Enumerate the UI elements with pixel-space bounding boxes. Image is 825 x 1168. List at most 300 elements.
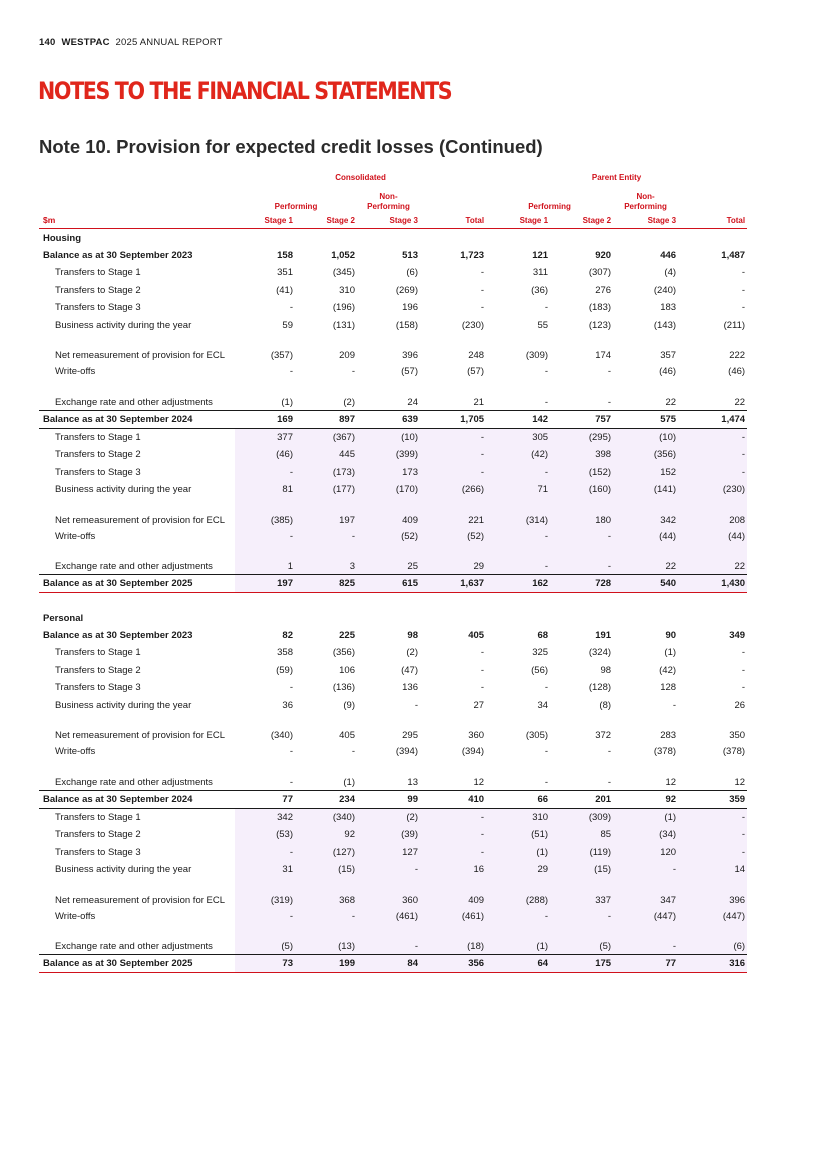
row-label: Write-offs <box>55 910 96 922</box>
value-cell: 201 <box>595 793 612 805</box>
row-label: Transfers to Stage 3 <box>55 466 141 478</box>
value-cell: (183) <box>588 302 612 314</box>
value-cell: 1,487 <box>721 250 746 261</box>
value-cell: - <box>420 464 486 482</box>
housing-title: Housing <box>43 232 81 244</box>
value-cell: - <box>544 302 549 314</box>
value-cell: - <box>678 428 747 446</box>
value-cell: (356) <box>332 647 355 659</box>
value-cell: (46) <box>659 366 677 378</box>
movement-row <box>39 317 747 335</box>
value-cell: 98 <box>407 630 418 641</box>
value-cell: 71 <box>486 481 550 499</box>
value-cell: - <box>678 808 747 826</box>
value-cell: 575 <box>660 413 677 425</box>
value-cell: - <box>678 464 747 482</box>
row-label: Transfers to Stage 3 <box>55 846 141 858</box>
movement-row <box>39 644 747 662</box>
category-heading <box>39 609 747 627</box>
row-label: Balance as at 30 September 2025 <box>43 578 193 589</box>
value-cell: (13) <box>295 925 357 955</box>
running-header <box>39 37 223 48</box>
value-cell: 1,430 <box>678 575 747 593</box>
value-cell: - <box>414 699 418 711</box>
value-cell: (378) <box>653 746 677 758</box>
non-performing-consolidated: Non- Performing <box>367 192 410 211</box>
row-label: Net remeasurement of provision for ECL <box>55 894 226 906</box>
value-cell: 405 <box>468 630 485 641</box>
note-title: Note 10. Provision for expected credit losses (Continued) <box>39 136 543 157</box>
value-cell: (385) <box>235 499 295 528</box>
value-cell: 410 <box>468 793 485 805</box>
col-parent-stage3: Stage 3 <box>647 215 677 225</box>
movement-row <box>39 879 747 908</box>
value-cell: - <box>289 746 293 758</box>
row-label: Balance as at 30 September 2024 <box>43 793 193 805</box>
value-cell: - <box>672 699 677 711</box>
value-cell: (394) <box>395 746 418 758</box>
value-cell: - <box>741 302 746 314</box>
value-cell: (6) <box>406 267 418 279</box>
value-cell: (9) <box>343 699 355 711</box>
value-cell: 409 <box>357 499 420 528</box>
value-cell: 222 <box>729 350 746 361</box>
value-cell: (314) <box>486 499 550 528</box>
value-cell: (53) <box>235 826 295 844</box>
col-parent-stage1: Stage 1 <box>519 215 549 225</box>
row-label: Net remeasurement of provision for ECL <box>55 730 226 741</box>
movement-row <box>39 697 747 715</box>
value-cell: 360 <box>468 730 485 741</box>
value-cell: 342 <box>235 808 295 826</box>
row-label: Net remeasurement of provision for ECL <box>55 350 226 361</box>
value-cell: 22 <box>665 396 677 408</box>
movement-row <box>39 428 747 446</box>
value-cell: (357) <box>270 350 293 361</box>
value-cell: - <box>351 366 355 378</box>
value-cell: (136) <box>332 682 355 694</box>
value-cell: (230) <box>678 481 747 499</box>
value-cell: (46) <box>728 366 746 378</box>
value-cell: 121 <box>532 250 549 261</box>
row-label: Write-offs <box>55 366 96 378</box>
value-cell: 36 <box>282 699 293 711</box>
value-cell: (119) <box>550 844 613 862</box>
row-label: Write-offs <box>55 530 96 542</box>
value-cell: 21 <box>473 396 485 408</box>
value-cell: 120 <box>613 844 678 862</box>
value-cell: 22 <box>734 396 746 408</box>
value-cell: (309) <box>550 808 613 826</box>
header-row-groups <box>39 170 747 184</box>
value-cell: (15) <box>295 861 357 879</box>
value-cell: - <box>289 682 293 694</box>
value-cell: (305) <box>525 730 549 741</box>
value-cell: (1) <box>664 647 677 659</box>
value-cell: 283 <box>660 730 677 741</box>
value-cell: - <box>486 908 550 926</box>
value-cell: 513 <box>402 250 418 261</box>
value-cell: 84 <box>357 955 420 973</box>
value-cell: (170) <box>357 481 420 499</box>
value-cell: 359 <box>729 793 746 805</box>
value-cell: (196) <box>332 302 355 314</box>
value-cell: 12 <box>473 776 485 788</box>
value-cell: - <box>480 302 485 314</box>
value-cell: (158) <box>395 319 418 331</box>
value-cell: (269) <box>395 284 418 296</box>
row-label: Transfers to Stage 3 <box>55 302 141 314</box>
value-cell: - <box>607 366 612 378</box>
value-cell: 152 <box>613 464 678 482</box>
value-cell: 445 <box>295 446 357 464</box>
movement-row <box>39 264 747 282</box>
value-cell: 1,474 <box>721 413 746 425</box>
value-cell: (36) <box>531 284 549 296</box>
value-cell: (1) <box>281 396 293 408</box>
row-label: Transfers to Stage 2 <box>55 829 141 841</box>
value-cell: 90 <box>665 630 677 641</box>
value-cell: 1,052 <box>331 250 355 261</box>
value-cell: (399) <box>357 446 420 464</box>
value-cell: 31 <box>235 861 295 879</box>
value-cell: 757 <box>595 413 612 425</box>
value-cell: 180 <box>550 499 613 528</box>
value-cell: - <box>357 925 420 955</box>
value-cell: (340) <box>270 730 293 741</box>
value-cell: (447) <box>678 908 747 926</box>
value-cell: 1 <box>235 545 295 575</box>
report-name: 2025 ANNUAL REPORT <box>115 37 223 48</box>
value-cell: 162 <box>486 575 550 593</box>
value-cell: 349 <box>729 630 746 641</box>
value-cell: (143) <box>653 319 677 331</box>
movement-row <box>39 381 747 411</box>
value-cell: (51) <box>486 826 550 844</box>
value-cell: 29 <box>486 861 550 879</box>
non-performing-parent: Non- Performing <box>624 192 667 211</box>
value-cell: 85 <box>550 826 613 844</box>
value-cell: (288) <box>486 879 550 908</box>
value-cell: 221 <box>420 499 486 528</box>
value-cell: 311 <box>532 267 549 279</box>
value-cell: (266) <box>420 481 486 499</box>
movement-row <box>39 844 747 862</box>
value-cell: (211) <box>723 319 746 331</box>
value-cell: - <box>486 528 550 546</box>
value-cell: (345) <box>332 267 355 279</box>
value-cell: (1) <box>613 808 678 826</box>
movement-row <box>39 743 747 761</box>
movement-row <box>39 908 747 926</box>
value-cell: - <box>235 464 295 482</box>
value-cell: 357 <box>660 350 677 361</box>
row-label: Net remeasurement of provision for ECL <box>55 514 226 526</box>
value-cell: 29 <box>420 545 486 575</box>
value-cell: 372 <box>595 730 612 741</box>
value-cell: (131) <box>332 319 355 331</box>
value-cell: 14 <box>678 861 747 879</box>
value-cell: (461) <box>420 908 486 926</box>
movement-row <box>39 545 747 575</box>
performing-consolidated: Performing <box>274 202 318 211</box>
value-cell: 68 <box>537 630 549 641</box>
value-cell: 234 <box>339 793 355 805</box>
movement-row <box>39 282 747 300</box>
balance-row <box>39 955 747 973</box>
value-cell: (10) <box>613 428 678 446</box>
performing-parent: Performing <box>528 202 571 211</box>
value-cell: - <box>351 746 355 758</box>
value-cell: - <box>289 366 293 378</box>
value-cell: 295 <box>402 730 418 741</box>
row-label: Exchange rate and other adjustments <box>55 776 213 788</box>
value-cell: (42) <box>486 446 550 464</box>
value-cell: 398 <box>550 446 613 464</box>
value-cell: 225 <box>339 630 355 641</box>
value-cell: - <box>235 908 295 926</box>
movement-row <box>39 761 747 791</box>
value-cell: - <box>544 682 549 694</box>
value-cell: 368 <box>295 879 357 908</box>
section-spacer <box>39 593 747 610</box>
value-cell: 351 <box>277 267 293 279</box>
value-cell: (367) <box>295 428 357 446</box>
value-cell: 77 <box>613 955 678 973</box>
personal-title: Personal <box>43 612 84 624</box>
value-cell: - <box>607 396 612 408</box>
value-cell: 169 <box>277 413 293 425</box>
value-cell: (34) <box>613 826 678 844</box>
value-cell: (57) <box>467 366 485 378</box>
value-cell: 347 <box>613 879 678 908</box>
value-cell: (42) <box>659 664 677 676</box>
movement-row <box>39 363 747 381</box>
balance-row <box>39 627 747 644</box>
value-cell: - <box>544 746 549 758</box>
value-cell: (319) <box>235 879 295 908</box>
value-cell: 13 <box>407 776 418 788</box>
value-cell: 22 <box>678 545 747 575</box>
value-cell: - <box>420 844 486 862</box>
value-cell: (394) <box>461 746 485 758</box>
value-cell: 26 <box>734 699 746 711</box>
value-cell: - <box>544 776 549 788</box>
value-cell: 350 <box>729 730 746 741</box>
value-cell: 325 <box>532 647 549 659</box>
value-cell: - <box>357 861 420 879</box>
value-cell: 196 <box>402 302 418 314</box>
value-cell: 405 <box>339 730 355 741</box>
value-cell: 208 <box>678 499 747 528</box>
value-cell: 92 <box>665 793 677 805</box>
row-label: Exchange rate and other adjustments <box>55 561 213 572</box>
value-cell: (5) <box>235 925 295 955</box>
value-cell: (141) <box>613 481 678 499</box>
group-parent-entity: Parent Entity <box>591 172 642 182</box>
value-cell: (8) <box>599 699 612 711</box>
value-cell: (160) <box>550 481 613 499</box>
value-cell: 24 <box>407 396 418 408</box>
header-row-performing <box>39 184 747 212</box>
value-cell: 342 <box>613 499 678 528</box>
value-cell: 199 <box>295 955 357 973</box>
value-cell: (5) <box>550 925 613 955</box>
row-label: Transfers to Stage 1 <box>55 267 141 279</box>
value-cell: (461) <box>357 908 420 926</box>
value-cell: - <box>544 396 549 408</box>
col-total: Total <box>465 215 485 225</box>
unit-label: $m <box>43 215 56 225</box>
value-cell: 12 <box>665 776 677 788</box>
col-stage2: Stage 2 <box>326 215 355 225</box>
value-cell: 158 <box>277 250 293 261</box>
value-cell: 615 <box>357 575 420 593</box>
value-cell: - <box>480 664 485 676</box>
value-cell: - <box>607 776 612 788</box>
value-cell: 337 <box>550 879 613 908</box>
balance-row <box>39 247 747 264</box>
row-label: Balance as at 30 September 2023 <box>43 250 193 261</box>
value-cell: 191 <box>595 630 612 641</box>
value-cell: (1) <box>486 925 550 955</box>
value-cell: - <box>544 366 549 378</box>
value-cell: 358 <box>277 647 293 659</box>
value-cell: 446 <box>660 250 677 261</box>
value-cell: (324) <box>588 647 612 659</box>
value-cell: 73 <box>235 955 295 973</box>
value-cell: (39) <box>357 826 420 844</box>
ecl-provision-table <box>39 170 747 973</box>
value-cell: - <box>480 267 485 279</box>
value-cell: 305 <box>486 428 550 446</box>
value-cell: (128) <box>588 682 612 694</box>
movement-row <box>39 299 747 317</box>
value-cell: - <box>295 908 357 926</box>
row-label: Business activity during the year <box>55 699 192 711</box>
value-cell: (127) <box>295 844 357 862</box>
value-cell: 142 <box>532 413 549 425</box>
value-cell: (177) <box>295 481 357 499</box>
row-label: Transfers to Stage 2 <box>55 284 141 296</box>
value-cell: (10) <box>357 428 420 446</box>
value-cell: - <box>486 464 550 482</box>
col-stage3: Stage 3 <box>389 215 418 225</box>
value-cell: (123) <box>588 319 612 331</box>
value-cell: (230) <box>461 319 485 331</box>
page-number: 140 <box>39 37 56 48</box>
row-label: Transfers to Stage 1 <box>55 647 141 659</box>
movement-row <box>39 679 747 697</box>
movement-row <box>39 826 747 844</box>
row-label: Transfers to Stage 2 <box>55 664 141 676</box>
value-cell: 1,705 <box>460 413 485 425</box>
row-label: Balance as at 30 September 2023 <box>43 630 193 641</box>
value-cell: (152) <box>550 464 613 482</box>
balance-row <box>39 410 747 428</box>
value-cell: - <box>550 908 613 926</box>
section-title: NOTES TO THE FINANCIAL STATEMENTS <box>38 77 452 105</box>
value-cell: - <box>235 528 295 546</box>
row-label: Balance as at 30 September 2025 <box>43 958 193 969</box>
value-cell: - <box>295 528 357 546</box>
movement-row <box>39 528 747 546</box>
value-cell: 310 <box>486 808 550 826</box>
row-label: Exchange rate and other adjustments <box>55 396 213 408</box>
value-cell: (52) <box>357 528 420 546</box>
value-cell: (44) <box>613 528 678 546</box>
col-parent-total: Total <box>726 215 746 225</box>
value-cell: (46) <box>235 446 295 464</box>
value-cell: - <box>607 746 612 758</box>
value-cell: 377 <box>235 428 295 446</box>
value-cell: 316 <box>678 955 747 973</box>
value-cell: 64 <box>486 955 550 973</box>
value-cell: 81 <box>235 481 295 499</box>
value-cell: 92 <box>295 826 357 844</box>
movement-row <box>39 499 747 528</box>
value-cell: (15) <box>550 861 613 879</box>
row-label: Balance as at 30 September 2024 <box>43 413 193 425</box>
value-cell: 540 <box>613 575 678 593</box>
value-cell: (52) <box>420 528 486 546</box>
value-cell: (2) <box>357 808 420 826</box>
category-heading <box>39 229 747 248</box>
value-cell: (340) <box>295 808 357 826</box>
value-cell: 183 <box>660 302 677 314</box>
value-cell: (2) <box>406 647 418 659</box>
value-cell: - <box>678 446 747 464</box>
value-cell: (240) <box>653 284 677 296</box>
movement-row <box>39 662 747 680</box>
value-cell: - <box>741 647 746 659</box>
value-cell: 197 <box>295 499 357 528</box>
value-cell: 59 <box>282 319 293 331</box>
value-cell: 3 <box>295 545 357 575</box>
value-cell: (309) <box>525 350 549 361</box>
value-cell: (4) <box>664 267 677 279</box>
value-cell: 1,637 <box>420 575 486 593</box>
value-cell: 360 <box>357 879 420 908</box>
row-label: Transfers to Stage 1 <box>55 431 141 443</box>
value-cell: (57) <box>401 366 418 378</box>
value-cell: (356) <box>613 446 678 464</box>
value-cell: - <box>420 428 486 446</box>
value-cell: (6) <box>678 925 747 955</box>
value-cell: 173 <box>357 464 420 482</box>
col-stage1: Stage 1 <box>264 215 293 225</box>
row-label: Business activity during the year <box>55 484 192 496</box>
value-cell: - <box>613 861 678 879</box>
value-cell: - <box>235 844 295 862</box>
value-cell: (41) <box>276 284 293 296</box>
value-cell: 175 <box>550 955 613 973</box>
value-cell: 98 <box>600 664 612 676</box>
value-cell: - <box>289 302 293 314</box>
value-cell: - <box>741 664 746 676</box>
movement-row <box>39 481 747 499</box>
value-cell: 920 <box>595 250 612 261</box>
row-label: Write-offs <box>55 746 96 758</box>
value-cell: 356 <box>420 955 486 973</box>
group-consolidated: Consolidated <box>335 172 386 182</box>
value-cell: (173) <box>295 464 357 482</box>
row-label: Business activity during the year <box>55 319 192 331</box>
value-cell: (59) <box>276 664 293 676</box>
value-cell: 728 <box>550 575 613 593</box>
value-cell: - <box>550 528 613 546</box>
value-cell: 25 <box>357 545 420 575</box>
